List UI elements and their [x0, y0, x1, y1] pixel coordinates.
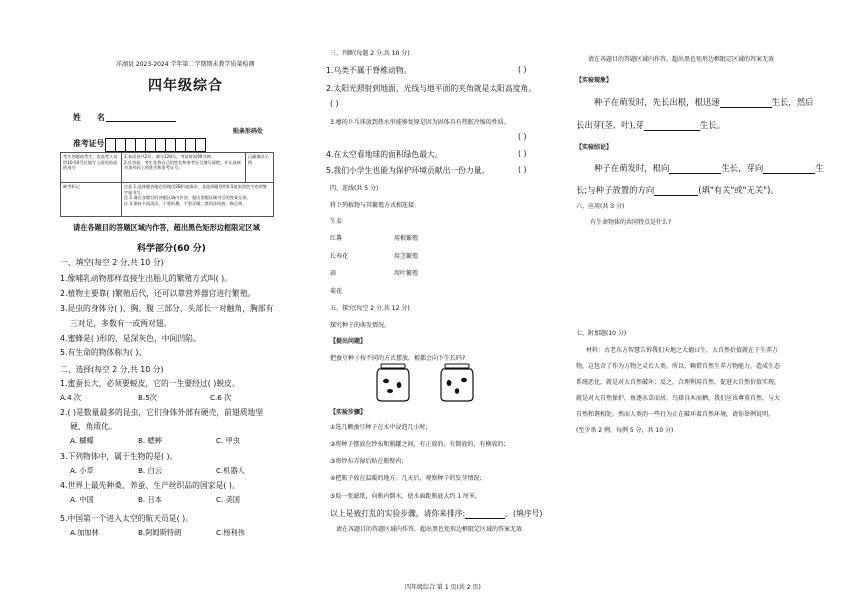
section7-p5: 自然和谐相处。然而人类的一些行为正在破坏着自然环境，请你举例说明。: [576, 411, 775, 418]
plant-kalanchoe: 长寿花: [330, 253, 349, 260]
notice-right-top: 正确填涂示例: [245, 153, 273, 183]
section3-q2b: ( ): [330, 99, 339, 108]
phen-b2-text: 生长。: [699, 120, 725, 130]
section3-q3-paren: ( ): [518, 132, 527, 141]
section2-q3: 3.下列物体中，属于生物的是( )。: [60, 452, 178, 461]
step-3: ③将纱布弄湿后贴在瓶壁内;: [330, 458, 404, 465]
middle-instruction: 请在各题目的答题区域内作答，超出黑色矩形边框限定区域的答案无效: [336, 526, 523, 533]
instruction-line: 请在各题目的答题区域内作答，超出黑色矩形边框限定区域: [73, 223, 260, 232]
question-text: 把蚕豆种子按不同的方式摆放，根都会向下生长吗?: [330, 355, 466, 362]
phen-a2-text: 生长，然后: [771, 97, 814, 107]
step-1: ①选几颗蚕豆种子在水中浸泡几小时;: [330, 424, 428, 431]
section6-answer-area[interactable]: [576, 230, 786, 320]
phen-b-text: 长出芽(茎、叶),芽: [576, 120, 644, 130]
phenomenon-label: 【实验现象】: [576, 77, 613, 84]
section2-q3-opt-c: C.机器人: [216, 466, 245, 475]
method-leaf: 用叶繁殖: [394, 270, 419, 277]
steps-label: 【实验步骤】: [330, 409, 367, 416]
section1-title: 一、填空(每空 2 分,共 10 分): [60, 258, 164, 267]
name-field[interactable]: [106, 121, 176, 122]
section1-q5: 5.有生命的物体称为( )。: [60, 348, 147, 357]
section3-q4-paren: ( ): [518, 149, 527, 158]
section2-q1: 1.蜜蚕长大，必须要蜕皮，它的一生要经过( )蜕皮。: [60, 379, 240, 388]
section2-q5-opt-a: A.加加林: [70, 528, 99, 537]
barcode-label: 贴条形码处: [233, 128, 264, 135]
section2-q4: 4.世界上最先种桑、养蚕、生产丝织品的国家是( )。: [60, 481, 240, 490]
section2-q2a: 2.( )是数量最多的昆虫，它们身体外部有硬壳，前翅质地坚: [60, 408, 264, 417]
concl-blank-2[interactable]: [763, 173, 815, 174]
jar-left-icon: [377, 364, 409, 401]
method-root: 用根繁殖: [394, 235, 419, 242]
concl-blank-3[interactable]: [654, 195, 698, 196]
concl-b2-text: (填"有关"或"无关")。: [698, 185, 779, 195]
order-question-tail: 。(填序号): [505, 509, 543, 518]
phenomenon-line-b: [576, 119, 725, 131]
order-question-text: 以上是被打乱的实验步骤，请你来排序:: [330, 509, 466, 518]
notice-middle-top: 1.本试卷共2页，满分120分。考试时间90分钟。 2.作答前，考生先将自己的姓名和准考证号填写清楚，并认真核对条形码上的姓名和准考证号。: [121, 153, 245, 183]
section2-q5-opt-c: C.杨利伟: [216, 528, 245, 537]
section3-q4: 4.在太空看地球的面积绿色最大。: [326, 150, 443, 159]
section7-title: 七、附加题(10 分): [576, 330, 627, 337]
jar-right-icon: [441, 364, 473, 401]
section2-q3-opt-b: B. 白云: [138, 466, 162, 475]
exam-no-label: 准考证号: [73, 139, 105, 148]
section6-question: 有生命物体的共同特点是什么?: [590, 219, 672, 226]
section2-q3-opt-a: A. 小草: [70, 466, 94, 475]
section2-q4-opt-c: C. 美国: [216, 495, 240, 504]
section2-q2-opt-b: B. 蟋蟀: [138, 436, 162, 445]
section2-q2-opt-c: C. 甲虫: [216, 436, 240, 445]
section3-q1: 1.乌类不属于脊椎动物。: [326, 66, 412, 75]
concl-a2-text: 生长，芽向: [721, 163, 764, 173]
plant-garlic: 蒜: [330, 270, 337, 277]
exam-no-boxes[interactable]: [105, 134, 205, 153]
section2-q1-opt-c: C.6 次: [210, 393, 232, 402]
plant-chrysanthemum: 菊花: [330, 288, 343, 295]
section4-intro: 将下列植物与其繁殖方式相连接:: [330, 202, 417, 209]
jar-illustration: [372, 363, 502, 403]
section3-q5-paren: ( ): [518, 165, 527, 174]
section5-title: 五、探究(每空 2 分,共 12 分): [330, 305, 410, 312]
section2-q1-opt-a: A.4 次: [60, 393, 82, 402]
county-line: 洋湖县 2023-2024 学年第二学期期末教学质量检测: [116, 61, 255, 68]
section1-q3b: 三对足，多数有一或两对翅。: [70, 319, 172, 328]
phen-a-text: 种子在萌发时，先长出根，根迅速: [594, 97, 720, 107]
plant-sweet-potato: 红薯: [330, 235, 343, 242]
order-answer-field[interactable]: [465, 518, 505, 519]
plant-ginger: 生姜: [330, 218, 343, 225]
step-4: ④把瓶子放在温暖的地方。几天后，观察种子的发芽情况;: [330, 475, 482, 482]
section1-q4: 4.蜜蜂是( )形的，是深灰色，中间凹陷。: [60, 334, 201, 343]
section3-q1-paren: ( ): [518, 65, 527, 74]
section2-q2b: 硬、角质化。: [70, 422, 117, 431]
section1-q3a: 3.昆虫的身体分( )、胸、腹 三部分，头部长一对触角，胸部有: [60, 304, 274, 313]
section2-q4-opt-a: A. 中国: [70, 495, 94, 504]
section5-topic: 探究种子的萌发情况。: [330, 322, 391, 329]
section1-q1: 1.像哺乳动物那样直接生出胎儿的繁殖方式叫( )。: [60, 274, 232, 283]
section2-q1-opt-b: B.5次: [138, 393, 157, 402]
section2-q2-opt-a: A. 蝴蝶: [70, 436, 94, 445]
conclusion-line-b: [576, 184, 779, 196]
question-label: 【提出问题】: [330, 338, 367, 345]
concl-a3-text: 生: [815, 163, 824, 173]
step-2: ②将种子摆放在纱布和瓶罐之间，有正放的，有倒放的，有横放的;: [330, 441, 506, 448]
concl-blank-1[interactable]: [669, 173, 721, 174]
name-label: 姓: [73, 113, 81, 122]
section2-title: 二、选择(每空 2 分,共 10 分): [60, 365, 164, 374]
section2-q4-opt-b: B. 日本: [138, 495, 162, 504]
concl-b-text: 长;与种子放置的方向: [576, 185, 655, 195]
phen-blank-2[interactable]: [644, 130, 700, 131]
name-label-2: 名: [97, 113, 105, 122]
section6-title: 六、应用(共 3 分): [576, 203, 625, 210]
notice-middle-bottom: 注意 1.选择题答题必须使用2B铅笔填涂，非选择题须用0.5毫米黑色字迹的签字笔书写。 注 2.请在各题目的答题区域内作答，超出答题区域书写的答案无效。 注 3.保持卡面清洁，不要折叠、不要弄破，禁用涂改液、修正带。: [121, 183, 273, 217]
section3-title: 三、判断(每题 2 分,共 10 分): [330, 50, 410, 57]
notice-table: [60, 152, 274, 217]
section3-q2a: 2.太阳光照射到地面，光线与地平面的夹角就是太阳高度角。: [326, 84, 537, 93]
step-5: ⑤取一张滤纸，向瓶内倒水，使水面距瓶底大约 1 厘米。: [330, 493, 482, 500]
page-footer: 四年级综合 第 1 页(共 2 页): [405, 584, 481, 591]
phen-blank-1[interactable]: [720, 107, 772, 108]
section7-p1: 材料：古老东方智慧告诉我们天地之大德曰生，大自然价值就在于生养万: [586, 347, 779, 354]
conclusion-label: 【实验结论】: [576, 144, 613, 151]
notice-left-bottom: 缺考标记: [61, 183, 122, 217]
page-title: 四年级综合: [148, 78, 223, 94]
section2-q5-opt-b: B.阿姆斯特朗: [138, 528, 182, 537]
section7-p3: 系统恶化，就是对大自然破坏；反之，合理利用自然，促进大自然价值实现，: [576, 379, 781, 386]
right-top-instruction: 请在各题目的答题区域内作答，超出黑色矩形边框限定区域的答案无效: [588, 56, 775, 63]
section7-answer-area[interactable]: [576, 440, 786, 560]
science-title: 科学部分(60 分): [137, 244, 206, 254]
notice-left-top: 考生答题前考生，由监考人员给10-50号后填写上面的前面的部分: [61, 153, 122, 183]
section3-q5: 5.我们小学生也能为保护环境贡献出一份力量。: [326, 166, 490, 175]
section7-p4: 就是对大自然保护。鱼逐水草而居，鸟择良木而栖，我们应该尊重自然，与大: [576, 395, 781, 402]
phenomenon-line-a: [594, 96, 814, 108]
section4-title: 四、连线(共 5 分): [330, 185, 379, 192]
section7-p2: 物，这包含了作为万物之灵长人类。所以，赖借自然生养万物能力，造成生态: [576, 363, 781, 370]
conclusion-line-a: [594, 162, 824, 174]
section1-q2: 2.植物主要靠( )繁殖后代，还可以靠营养器官进行繁殖。: [60, 289, 256, 298]
section7-p6: (至少举 2 例，每例 5 分，共 10 分): [576, 427, 674, 434]
concl-a-text: 种子在萌发时，根向: [594, 163, 670, 173]
order-question: [330, 508, 542, 519]
section3-q3: 3.瘪的乒乓球放到热水里能够复原是因为固体具有热胀冷缩的性质。: [330, 119, 510, 126]
method-stem: 用茎繁殖: [394, 253, 419, 260]
section2-q5: 5.中国第一个进入太空的航天员是( )。: [60, 514, 193, 523]
